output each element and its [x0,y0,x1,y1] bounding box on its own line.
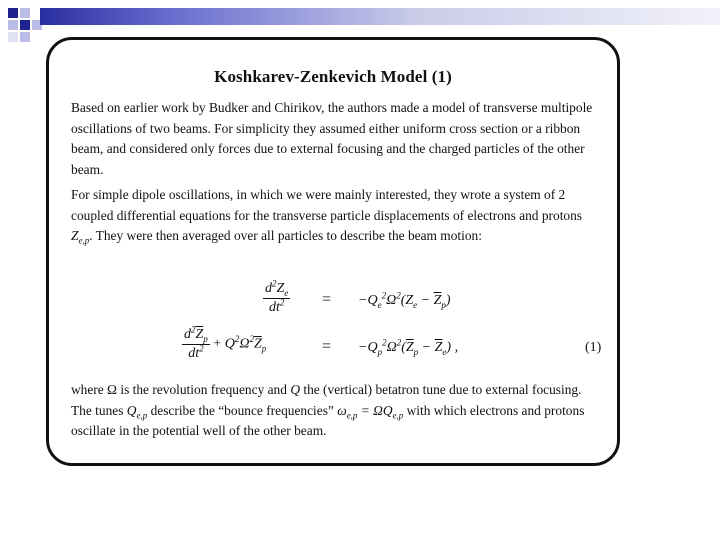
header-gradient-bar [40,8,720,25]
equals-sign: = [322,338,332,355]
decor-square [8,20,18,30]
fraction-d2ze-dt2: $\frac{d^2Z_e}{dt^2}$ [265,278,289,315]
equation-number: (1) [585,340,602,355]
equation-electron [263,278,290,316]
paragraph-dipole-end: . They were then averaged over all particles to describe the beam motion: [89,228,482,243]
paragraph-dipole [71,185,601,247]
decor-square [20,20,30,30]
equation-proton: $\frac{d^2\overline{Z}_p}{dt^2}$ + $Q^2\Omega^2\overline{Z}_p$ [184,324,267,361]
symbol-z: $Z_{e,p}$ [71,228,90,246]
decor-square [8,8,18,18]
decor-square [20,32,30,42]
paragraph-dipole-text: For simple dipole oscillations, in which we were mainly interested, they wrote a system of 2 coupled differential equations for the transverse particle displacements of electrons and protons [71,187,583,223]
symbol-omega-ep: $\omega_{e,p} = \Omega Q_{e,p}$ [337,402,404,421]
fraction-d2zp-dt2: $\frac{d^2\overline{Z}_p}{dt^2}$ [184,324,208,361]
paragraph-definitions: where Ω is the revolution frequency and Q the (vertical) betatron tune due to external focusing. The tunes $Q_{e,p}$ describe the “bounce frequencies” $\omega_{e,p} = \Omega Q_{e,p}$ with which electrons and protons oscillate in the potential well of the other beam. [71,382,585,438]
equals-sign: = [322,291,332,308]
paragraph-intro: Based on earlier work by Budker and Chirikov, the authors made a model of transverse multipole oscillations of two beams. For simplicity they assumed either uniform cross section or a ribbon beam, and considered only forces due to external focusing and the charged particles of the other beam. [71,100,593,177]
symbol-qep: $Q_{e,p}$ [126,402,148,421]
equation-proton-rhs: $-Q_p^2\Omega^2(\overline{Z}_p - \overline{Z}_e)$ , [358,337,459,357]
content-frame [46,37,620,466]
decor-square [8,32,18,42]
decor-square [20,8,30,18]
equation-electron-rhs: $-Q_e^2\Omega^2(Z_e - \overline{Z}_p)$ [358,290,451,310]
slide-title: Koshkarev-Zenkevich Model (1) [214,67,452,86]
symbol-q: Q [290,382,300,397]
